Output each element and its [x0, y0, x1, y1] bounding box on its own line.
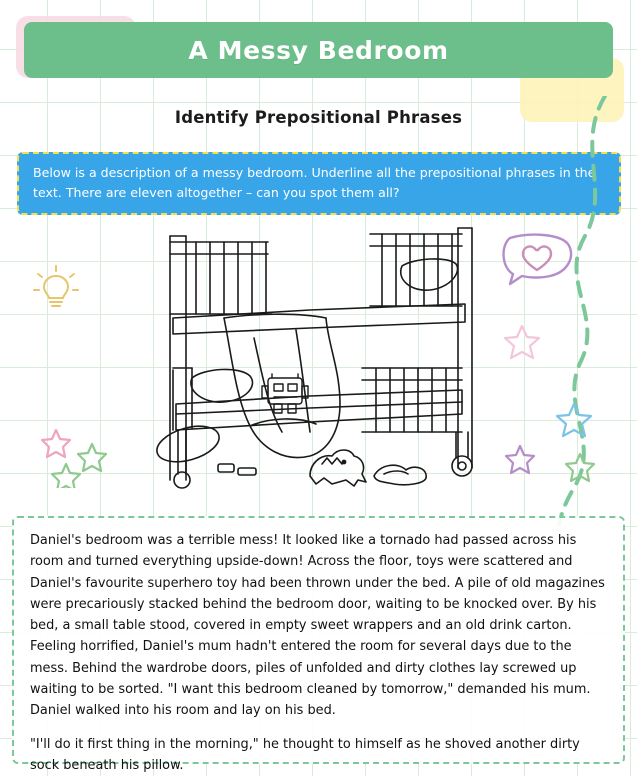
page-title: A Messy Bedroom	[188, 35, 449, 65]
passage-paragraph-2: "I'll do it first thing in the morning," he thought to himself as he shoved another dirty sock beneath his pillow.	[30, 736, 580, 773]
bunk-bed-illustration	[10, 218, 627, 513]
worksheet-subtitle: Identify Prepositional Phrases	[174, 108, 463, 127]
passage-paragraph-1: Daniel's bedroom was a terrible mess! It looked like a tornado had passed across his room and turned everything upside-down! Across the floor, toys were scattered and Daniel's favourite superhero toy had been thrown under the bed. A pile of old magazines were precariously stacked behind the bedroom door, waiting to be knocked over. By his bed, a small table stood, covered in empty sweet wrappers and an old drink carton. Feeling horrified, Daniel's mum hadn't entered the room for several days due to the mess. Behind the wardrobe doors, piles of unfolded and dirty clothes lay screwed up waiting to be sorted. "I want this bedroom cleaned by tomorrow," demanded his mum. Daniel walked into his room and lay on his bed.	[30, 533, 605, 719]
instruction-box: Below is a description of a messy bedroom. Underline all the prepositional phrases in the text. There are eleven altogether – can you spot them all?	[17, 152, 621, 215]
worksheet-title-banner	[24, 22, 613, 78]
illustration-container	[10, 218, 627, 513]
passage-text-box	[12, 516, 625, 773]
